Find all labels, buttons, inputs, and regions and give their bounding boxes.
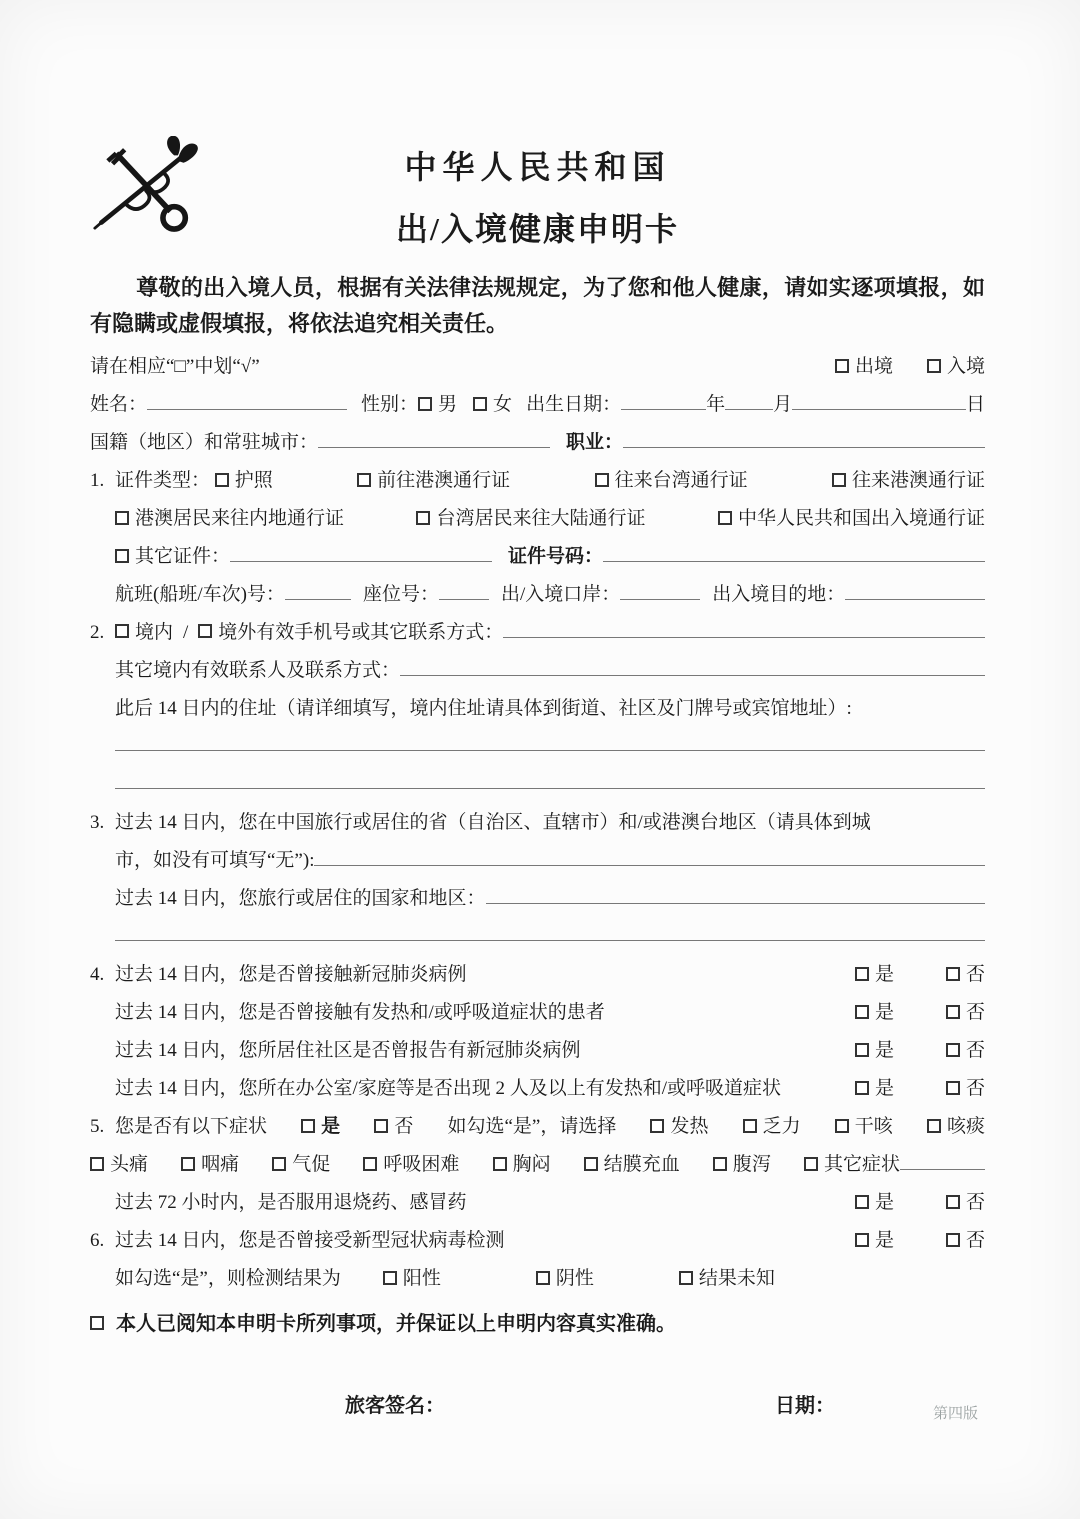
male-label: 男 [438,394,458,416]
q4-4-no-option: 否 [946,1073,985,1100]
row-address-hint [90,693,985,731]
date-label: 日期： [775,1395,835,1418]
occupation-label: 职业： [566,432,624,454]
exit-option [835,351,893,378]
fatigue-checkbox[interactable] [743,1119,757,1133]
taiwan-travel-permit-option: 往来台湾通行证 [595,465,748,492]
row-test [90,1225,985,1263]
day-input-line[interactable] [792,390,966,410]
q4-1-no-checkbox[interactable] [946,967,960,981]
female-option [473,389,512,416]
overseas-phone-checkbox[interactable] [198,624,212,638]
row-q4-2 [90,997,985,1035]
doc-type-label: 证件类型： [115,470,211,492]
hk-macau-travel-permit-option: 往来港澳通行证 [832,465,985,492]
row-address-line-1 [90,731,985,769]
dry-cough-checkbox[interactable] [835,1119,849,1133]
q4-2-no-option: 否 [946,997,985,1024]
q4-1-yes-option: 是 [855,959,894,986]
female-label: 女 [493,394,513,416]
row-domestic-travel-2 [90,845,985,883]
passport-label: 护照 [234,470,273,492]
address-input-line-2[interactable] [115,769,985,789]
row-q4-3 [90,1035,985,1073]
headache-option: 头痛 [90,1149,148,1176]
unknown-result-option: 结果未知 [679,1263,775,1290]
domestic-travel-text-1: 过去 14 日内，您在中国旅行或居住的省（自治区、直辖市）和/或港澳台地区（请具体到城 [115,812,871,834]
name-label: 姓名： [90,394,148,416]
row-doc-type-2 [90,503,985,541]
medicine-no-checkbox[interactable] [946,1195,960,1209]
dob-prefix-line[interactable] [621,390,706,410]
medicine-question-text: 过去 72 小时内，是否服用退烧药、感冒药 [115,1192,467,1214]
female-checkbox[interactable] [473,397,487,411]
q4-2-no-checkbox[interactable] [946,1005,960,1019]
row-other-doc [90,541,985,579]
q4-4-no-checkbox[interactable] [946,1081,960,1095]
shortness-breath-option: 气促 [272,1149,330,1176]
other-doc-input-line[interactable] [230,542,492,562]
row-identity [90,389,985,427]
domestic-label: 境内 [135,622,174,644]
name-input-line[interactable] [147,390,347,410]
overseas-phone-label: 境外有效手机号或其它联系方式： [218,622,504,644]
positive-option: 阳性 [383,1263,441,1290]
q4-1-yes-checkbox[interactable] [855,967,869,981]
prc-exit-entry-permit-checkbox[interactable] [718,511,732,525]
test-no-option: 否 [946,1225,985,1252]
hk-macau-travel-permit-checkbox[interactable] [832,473,846,487]
positive-checkbox[interactable] [383,1271,397,1285]
tw-resident-permit-option: 台湾居民来往大陆通行证 [416,503,645,530]
test-yes-option: 是 [855,1225,894,1252]
test-no-checkbox[interactable] [946,1233,960,1247]
foreign-travel-input-line[interactable] [486,884,985,904]
male-checkbox[interactable] [418,397,432,411]
phone-input-line[interactable] [503,618,985,638]
breathing-difficulty-checkbox[interactable] [363,1157,377,1171]
doc-type-lead [90,465,273,492]
month-label: 月 [773,394,793,416]
passport-checkbox[interactable] [215,473,229,487]
row-test-result [90,1263,985,1301]
port-input-line[interactable] [620,580,700,600]
test-yes-no [855,1225,985,1252]
medicine-yes-checkbox[interactable] [855,1195,869,1209]
foreign-travel-input-line-2[interactable] [115,921,985,941]
chest-tightness-option: 胸闷 [493,1149,551,1176]
hm-resident-permit-checkbox[interactable] [115,511,129,525]
symptoms-question-text: 您是否有以下症状 [115,1116,268,1138]
nationality-input-line[interactable] [318,428,550,448]
row-medicine [90,1187,985,1225]
other-symptom-checkbox[interactable] [804,1157,818,1171]
q4-2-text: 过去 14 日内，您是否曾接触有发热和/或呼吸道症状的患者 [115,1002,605,1024]
symptoms-question [90,1111,267,1138]
q4-3-no-option: 否 [946,1035,985,1062]
entry-option [927,351,985,378]
taiwan-travel-permit-checkbox[interactable] [595,473,609,487]
row-address-line-2 [90,769,985,807]
section1-number: 1. [90,470,105,492]
symptoms-yes-checkbox[interactable] [301,1119,315,1133]
q4-1-text: 过去 14 日内，您是否曾接触新冠肺炎病例 [115,964,467,986]
notice-paragraph: 尊敬的出入境人员，根据有关法律法规规定，为了您和他人健康，请如实逐项填报，如有隐瞒或虚假填报，将依法追究相关责任。 [90,275,985,336]
q4-4-yes-option: 是 [855,1073,894,1100]
row-declaration [90,1307,985,1353]
exit-label: 出境 [855,356,894,378]
tick-instruction-text: 请在相应“□”中划“√” [90,356,260,378]
row-tick-instruction [90,351,985,389]
shortness-breath-checkbox[interactable] [272,1157,286,1171]
seat-input-line[interactable] [439,580,489,600]
symptoms-no-option: 否 [374,1111,413,1138]
fatigue-option: 乏力 [743,1111,801,1138]
declaration-text: 本人已阅知本申明卡所列事项，并保证以上申明内容真实准确。 [116,1313,676,1336]
day-label: 日 [965,394,985,416]
entry-checkbox[interactable] [927,359,941,373]
direction-options [835,351,985,378]
phone-separator: / [183,622,189,644]
doc-number-label: 证件号码： [508,546,604,568]
domestic-travel-text-2: 市，如没有可填写“无”): [115,850,315,872]
title-country: 中华人民共和国 [404,149,671,185]
q4-4-yes-checkbox[interactable] [855,1081,869,1095]
prc-exit-entry-permit-option: 中华人民共和国出入境通行证 [718,503,985,530]
tw-resident-permit-checkbox[interactable] [416,511,430,525]
row-q4-4 [90,1073,985,1111]
doc-number-input-line[interactable] [603,542,985,562]
other-doc-label: 其它证件： [135,546,231,568]
chest-tightness-checkbox[interactable] [493,1157,507,1171]
domestic-phone-checkbox[interactable] [115,624,129,638]
sputum-checkbox[interactable] [927,1119,941,1133]
q4-3-no-checkbox[interactable] [946,1043,960,1057]
entry-label: 入境 [946,356,985,378]
section4-number: 4. [90,964,105,986]
form-header [90,142,985,250]
unknown-result-checkbox[interactable] [679,1271,693,1285]
male-option [418,389,457,416]
row-flight [90,579,985,617]
row-domestic-travel-1 [90,807,985,845]
medicine-no-option: 否 [946,1187,985,1214]
exit-checkbox[interactable] [835,359,849,373]
q4-2-yes-option: 是 [855,997,894,1024]
symptoms-no-checkbox[interactable] [374,1119,388,1133]
hk-macau-exit-permit-option: 前往港澳通行证 [357,465,510,492]
q4-3-yes-option: 是 [855,1035,894,1062]
row-doc-type-1 [90,465,985,503]
flight-label: 航班(船班/车次)号： [115,584,285,606]
address-input-line-1[interactable] [115,731,985,751]
q4-1-no-option: 否 [946,959,985,986]
section2-number: 2. [90,622,105,644]
q4-4-yes-no [855,1073,985,1100]
q4-3-text: 过去 14 日内，您所居住社区是否曾报告有新冠肺炎病例 [115,1040,581,1062]
gender-label: 性别： [361,394,419,416]
conjunctival-checkbox[interactable] [584,1157,598,1171]
row-q4-1 [90,959,985,997]
customs-emblem-icon [92,136,204,240]
breathing-difficulty-option: 呼吸困难 [363,1149,459,1176]
year-label: 年 [706,394,726,416]
symptoms-yes-option: 是 [301,1111,340,1138]
title-card-name: 出/入境健康申明卡 [396,211,679,247]
row-symptoms-2 [90,1149,985,1187]
other-symptom-option: 其它症状 [804,1149,985,1176]
dry-cough-option: 干咳 [835,1111,893,1138]
q4-1-yes-no [855,959,985,986]
row-foreign-travel [90,883,985,921]
address-hint-label: 此后 14 日内的住址（请详细填写，境内住址请具体到街道、社区及门牌号或宾馆地址）: [115,698,852,720]
hk-macau-exit-permit-checkbox[interactable] [357,473,371,487]
sputum-option: 咳痰 [927,1111,985,1138]
medicine-yes-no [855,1187,985,1214]
edition-note: 第四版 [932,1406,978,1422]
row-nationality [90,427,985,465]
seat-label: 座位号： [362,584,439,606]
conjunctival-option: 结膜充血 [584,1149,680,1176]
destination-label: 出入境目的地： [712,584,846,606]
other-contact-label: 其它境内有效联系人及联系方式： [115,660,401,682]
sore-throat-option: 咽痛 [181,1149,239,1176]
destination-input-line[interactable] [845,580,985,600]
other-symptom-input-line[interactable] [900,1150,985,1170]
diarrhea-option: 腹泻 [713,1149,771,1176]
q4-2-yes-no [855,997,985,1024]
hm-resident-permit-option: 港澳居民来往内地通行证 [115,503,344,530]
other-contact-input-line[interactable] [400,656,985,676]
passenger-signature-label: 旅客签名： [345,1395,445,1418]
other-doc-option [115,541,230,568]
test-yes-checkbox[interactable] [855,1233,869,1247]
row-other-contact [90,655,985,693]
nationality-label: 国籍（地区）和常驻城市： [90,432,319,454]
month-input-line[interactable] [725,390,773,410]
declaration-checkbox[interactable] [90,1316,104,1330]
row-phone [90,617,985,655]
row-symptoms-1 [90,1111,985,1149]
q4-4-text: 过去 14 日内，您所在办公室/家庭等是否出现 2 人及以上有发热和/或呼吸道症状 [115,1078,782,1100]
symptoms-choose-hint: 如勾选“是”，请选择 [447,1116,617,1138]
test-question-text: 过去 14 日内，您是否曾接受新型冠状病毒检测 [115,1230,505,1252]
section3-number: 3. [90,812,105,834]
fever-option: 发热 [650,1111,708,1138]
row-signature [90,1389,985,1418]
other-doc-checkbox[interactable] [115,549,129,563]
sore-throat-checkbox[interactable] [181,1157,195,1171]
q4-3-yes-checkbox[interactable] [855,1043,869,1057]
flight-input-line[interactable] [285,580,351,600]
diarrhea-checkbox[interactable] [713,1157,727,1171]
fever-checkbox[interactable] [650,1119,664,1133]
foreign-travel-label: 过去 14 日内，您旅行或居住的国家和地区： [115,888,486,910]
section5-number: 5. [90,1116,105,1138]
dob-label: 出生日期： [526,394,622,416]
medicine-yes-option: 是 [855,1187,894,1214]
q4-3-yes-no [855,1035,985,1062]
headache-checkbox[interactable] [90,1157,104,1171]
port-label: 出/入境口岸： [500,584,621,606]
section6-number: 6. [90,1230,105,1252]
occupation-input-line[interactable] [623,428,985,448]
test-result-hint: 如勾选“是”，则检测结果为 [115,1268,341,1290]
row-foreign-travel-extra-line [90,921,985,959]
negative-option: 阴性 [536,1263,594,1290]
negative-checkbox[interactable] [536,1271,550,1285]
domestic-travel-input-line[interactable] [314,846,985,866]
q4-2-yes-checkbox[interactable] [855,1005,869,1019]
